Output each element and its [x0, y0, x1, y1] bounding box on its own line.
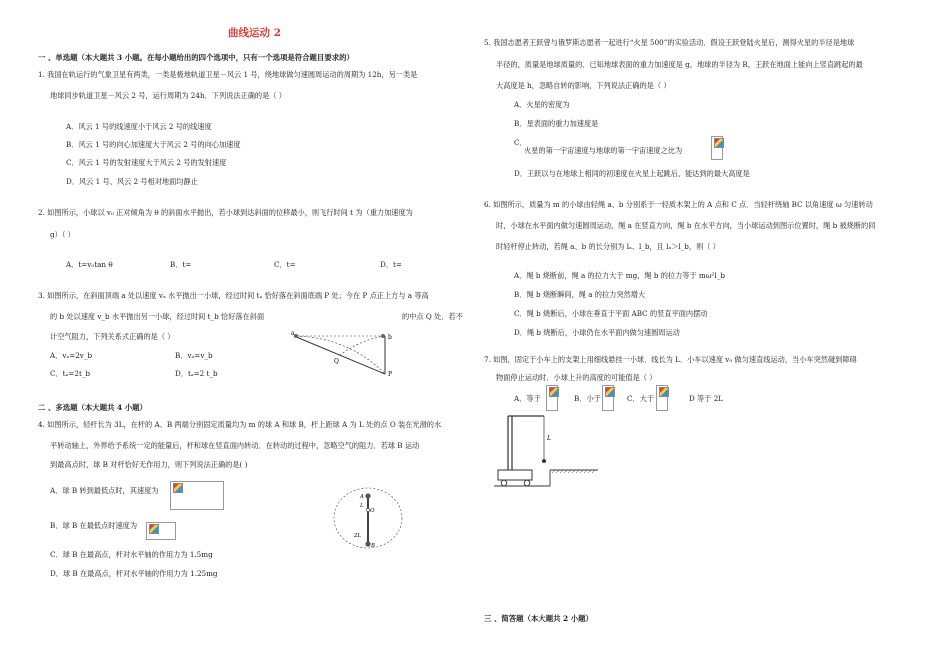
q1-option-c: C．风云 1 号的发射速度大于风云 2 号的发射速度 [66, 158, 227, 167]
q6-line-3: 时轻杆停止转动，若绳 a、b 的长分别为 lₐ、l_b，且 lₐ＞l_b，则（ ） [496, 242, 720, 251]
q3-option-c: C．tₐ=2t_b [50, 369, 91, 378]
q6-option-d: D．绳 b 烧断后，小球仍在水平面内做匀速圆周运动 [514, 328, 680, 337]
q2-option-c: C．t= [274, 260, 296, 269]
q4-option-a: A．球 B 转到最低点时，其速度为 [50, 486, 159, 495]
q7-option-c-formula-image [656, 385, 668, 411]
q7-fig-label-L: L [547, 435, 551, 442]
q7-option-a-formula-image [546, 385, 558, 411]
q4-option-b: B．球 B 在最低点时速度为 [50, 521, 138, 530]
q1-line-1: 1. 我国在轨运行的气象卫星有两类，一类是极地轨道卫星－风云 1 号，绕地球做匀速圆周运动的周期为 12h，另一类是 [38, 70, 418, 79]
q5-option-b: B．星表面的重力加速度是 [514, 119, 599, 128]
q5-option-d: D．王跃以与在地球上相同的初速度在火星上起跳后，能达到的最大高度是 [514, 169, 750, 178]
section-single-choice-heading: 一 、单选题（本大题共 3 小题。在每小题给出的四个选项中，只有一个选项是符合题目要求的） [38, 53, 354, 62]
q7-line-1: 7. 如图，固定于小车上的支架上用细线悬挂一小球．线长为 L．小车以速度 v₀ 做匀速直线运动，当小车突然碰到障碍 [484, 355, 857, 364]
q3-option-a: A．vₐ=2v_b [50, 351, 93, 360]
q7-option-a: A．等于 [514, 394, 541, 403]
q4-fig-label-B: B [371, 543, 376, 549]
q5-option-a: A．火星的密度为 [514, 100, 570, 109]
q3-line-2-end: 的中点 Q 处．若不 [402, 312, 463, 321]
q2-option-a: A．t=v₀tan θ [66, 260, 113, 269]
q4-fig-label-L: L [360, 503, 364, 509]
q7-option-b-formula-image [602, 385, 614, 411]
q3-fig-label-a: a [291, 330, 295, 337]
q6-line-1: 6. 如图所示，质量为 m 的小球由轻绳 a、b 分别系于一轻质木架上的 A 点和 C 点．当轻杆绕轴 BC 以角速度 ω 匀速转动 [484, 200, 873, 209]
q3-fig-label-b: b [388, 334, 392, 341]
q6-line-2: 时，小球在水平面内做匀速圆周运动，绳 a 在竖直方向，绳 b 在水平方向，当小球运动到图示位置时，绳 b 被烧断的同 [496, 221, 876, 230]
q6-option-c: C．绳 b 烧断后，小球在垂直于平面 ABC 的竖直平面内摆动 [514, 309, 708, 318]
q7-option-c: C．大于 [627, 394, 655, 403]
q3-option-d: D．tₐ=2 t_b [175, 369, 218, 378]
q4-option-c: C．球 B 在最高点，杆对水平轴的作用力为 1.5mg [50, 550, 213, 559]
q7-cart-figure [492, 412, 600, 496]
q3-fig-label-p: P [388, 371, 393, 378]
q1-option-d: D．风云 1 号、风云 2 号相对地面均静止 [66, 177, 198, 186]
q5-line-2: 半径的，质量是地球质量的．已知地球表面的重力加速度是 g，地球的半径为 R，王跃在地面上能向上竖直跳起的最 [496, 60, 863, 69]
q3-option-b: B．vₐ=v_b [175, 351, 213, 360]
q3-line-3: 计空气阻力，下列关系式正确的是（ ） [50, 332, 175, 341]
page-title: 曲线运动 2 [228, 27, 281, 39]
q4-fig-label-O: O [370, 508, 375, 514]
q2-option-b: B．t= [170, 260, 192, 269]
q3-slope-figure [290, 326, 402, 378]
q4-option-b-formula-image [146, 522, 176, 540]
q2-option-d: D．t= [380, 260, 402, 269]
q5-option-c-formula-image [711, 136, 723, 160]
section-short-answer-heading: 三 、简答题（本大题共 2 小题） [484, 614, 593, 623]
q3-line-1: 3. 如图所示，在斜面顶端 a 处以速度 vₐ 水平抛出一小球，经过时间 tₐ 恰好落在斜面底端 P 处；今在 P 点正上方与 a 等高 [38, 291, 429, 300]
section-multi-choice-heading: 二 、多选题（本大题共 4 小题） [38, 403, 147, 412]
q2-line-1: 2. 如图所示，小球以 v₀ 正对倾角为 θ 的斜面水平抛出，若小球到达斜面的位移最小，则飞行时间 t 为（重力加速度为 [38, 208, 413, 217]
q1-option-a: A．风云 1 号的线速度小于风云 2 号的线速度 [66, 122, 212, 131]
q4-fig-label-2L: 2L [354, 533, 362, 539]
q3-line-2: 的 b 处以速度 v_b 水平抛出另一小球，经过时间 t_b 恰好落在斜面 [50, 312, 265, 321]
q1-option-b: B．风云 1 号的向心加速度大于风云 2 号的向心加速度 [66, 140, 241, 149]
q4-fig-label-A: A [360, 494, 364, 500]
q7-option-d: D 等于 2L [689, 394, 724, 403]
q4-option-d: D．球 B 在最高点，杆对水平轴的作用力为 1.25mg [50, 569, 218, 578]
q5-option-c: C． [514, 138, 527, 147]
q5-option-c-text: 火星的第一宇宙速度与地球的第一宇宙速度之比为 [524, 146, 683, 155]
q6-option-a: A．绳 b 烧断前，绳 a 的拉力大于 mg，绳 b 的拉力等于 mω²l_b [514, 271, 725, 280]
q2-line-2: g）（ ） [50, 230, 75, 239]
q1-line-2: 地球同步轨道卫星－风云 2 号，运行周期为 24h．下列说法正确的是（ ） [50, 91, 286, 100]
q4-line-2: 平转动轴上，外界给予系统一定的能量后，杆和球在竖直面内转动．在转动的过程中，忽略空气的阻力．若球 B 运动 [50, 441, 420, 450]
q6-option-b: B．绳 b 烧断瞬间，绳 a 的拉力突然增大 [514, 290, 646, 299]
q3-fig-label-q: Q [334, 358, 339, 365]
q4-line-1: 4. 如图所示，轻杆长为 3L，在杆的 A、B 两端分别固定质量均为 m 的球 A 和球 B，杆上距球 A 为 L 处的点 O 装在光滑的水 [38, 420, 442, 429]
q4-rod-figure [330, 486, 406, 554]
q4-line-3: 到最高点时，球 B 对杆恰好无作用力，则下列说法正确的是( ) [50, 460, 248, 469]
q7-option-b: B．小于 [574, 394, 601, 403]
q4-option-a-formula-image [170, 481, 224, 510]
q5-line-3: 大高度是 h，忽略自转的影响，下列说法正确的是（ ） [496, 81, 671, 90]
q5-line-1: 5. 我国志愿者王跃曾与俄罗斯志愿者一起进行“火星 500”的实验活动．假设王跃登陆火星后，测得火星的半径是地球 [484, 38, 855, 47]
q7-line-2: 物面停止运动时．小球上升的高度的可能值是（ ） [496, 373, 657, 382]
